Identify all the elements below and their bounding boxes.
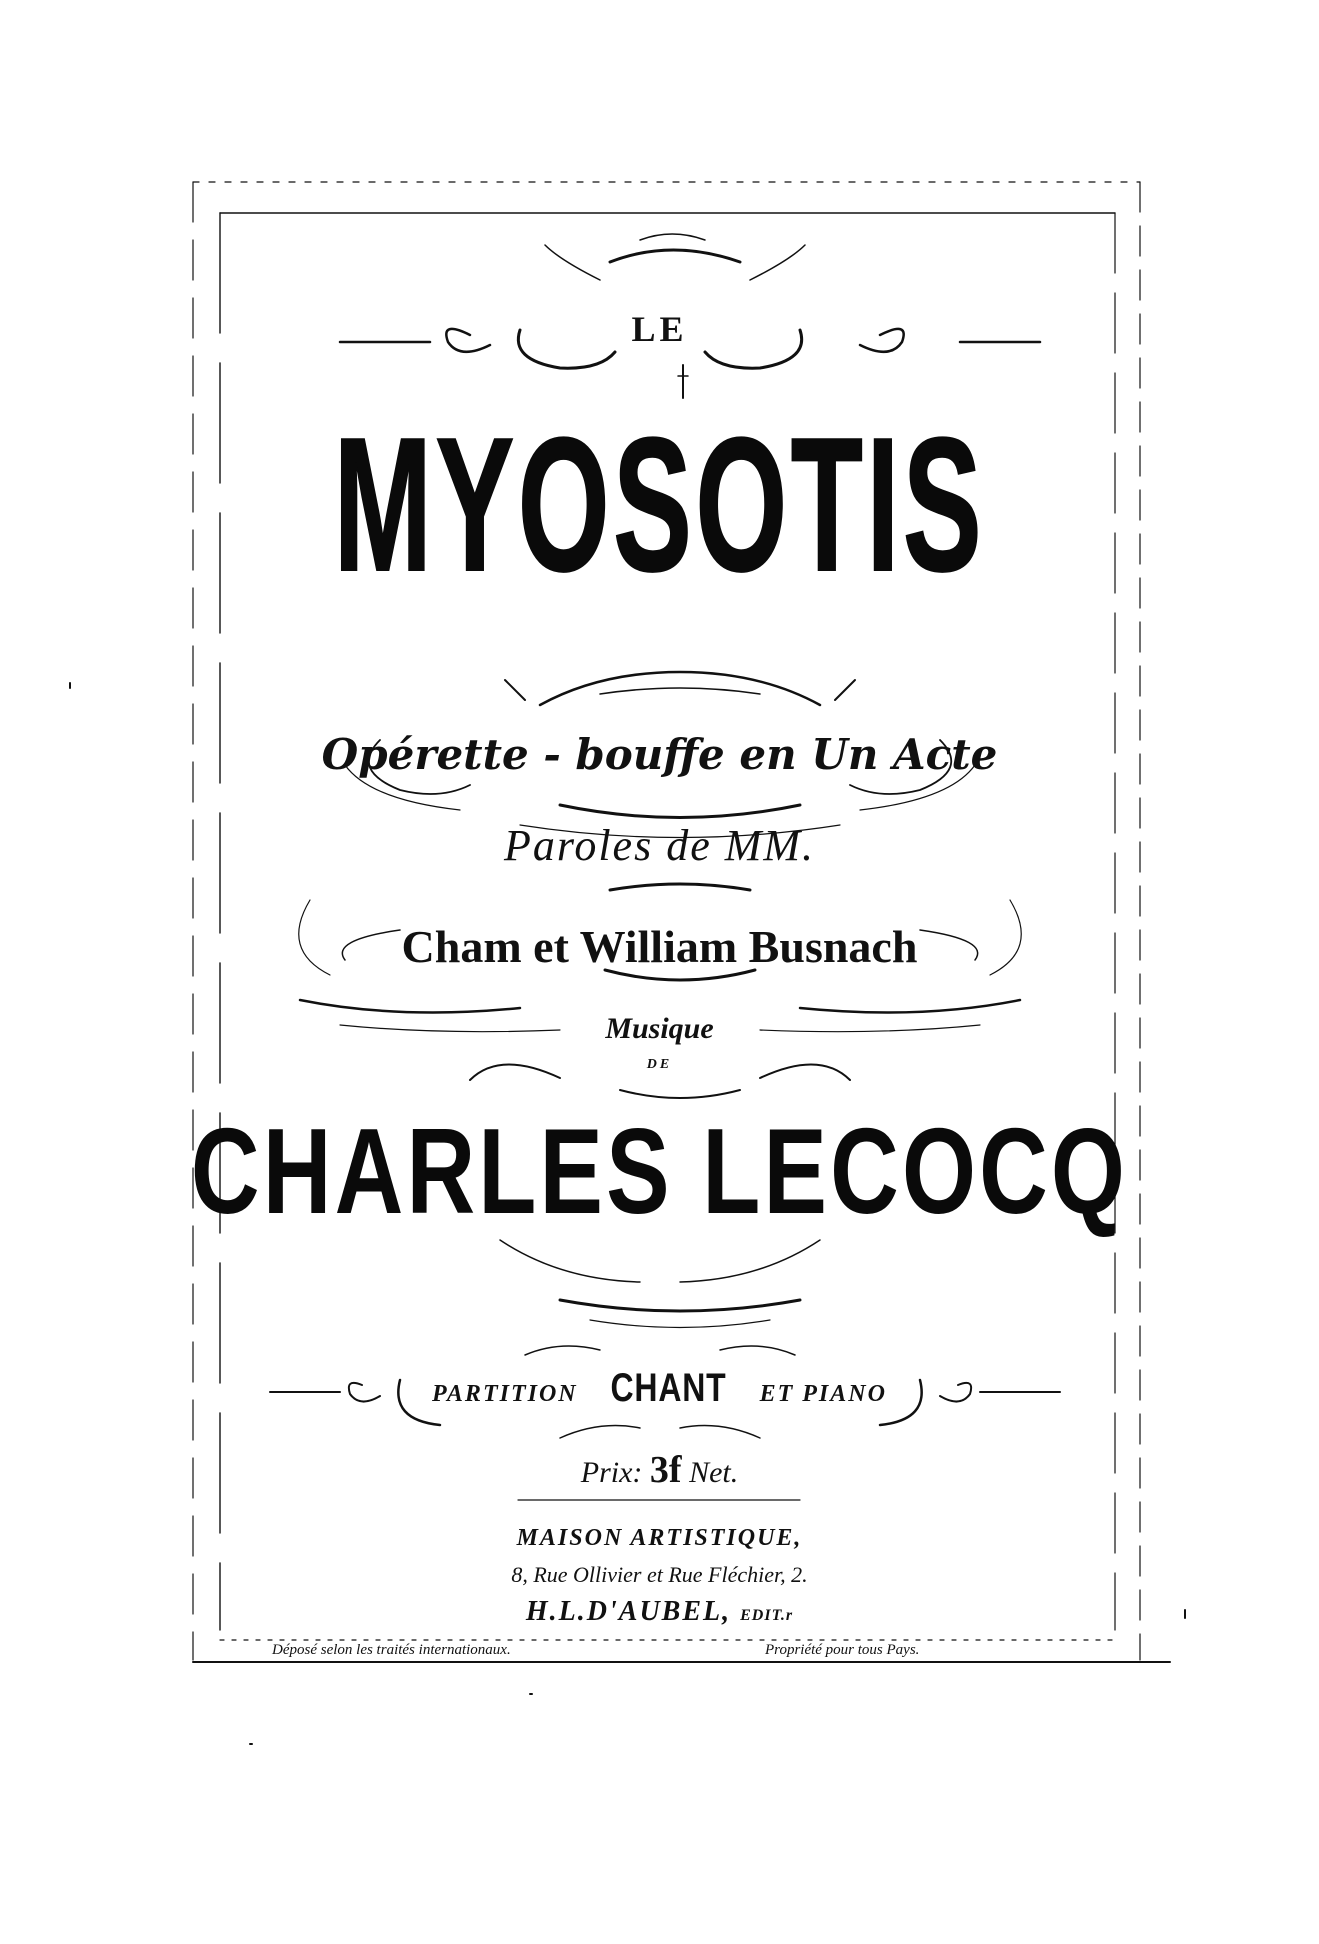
edition-line [0, 1366, 1319, 1411]
publisher-editor-line [0, 1596, 1319, 1628]
work-subtitle: Opérette - bouffe en Un Acte [321, 730, 998, 779]
publisher-editor: H.L.D'AUBEL, [525, 1596, 732, 1627]
price-suffix: Net. [689, 1456, 739, 1489]
publisher-editor-suffix: EDIT.r [740, 1607, 794, 1624]
top-flourish [545, 234, 805, 280]
publisher-house: MAISON ARTISTIQUE, [516, 1525, 803, 1551]
composer-name: CHARLES LECOCQ [190, 1103, 1129, 1239]
partition-label: PARTITION [432, 1381, 578, 1407]
librettists: Cham et William Busnach [401, 921, 918, 972]
property-notice: Propriété pour tous Pays. [765, 1642, 920, 1658]
deposit-notice: Déposé selon les traités internationaux. [272, 1642, 511, 1658]
paroles-label: Paroles de MM. [503, 821, 816, 870]
price-line [0, 1448, 1319, 1492]
musique-label: Musique [605, 1012, 714, 1045]
work-title: MYOSOTIS [333, 399, 986, 611]
composer-flourish [500, 1240, 820, 1328]
piano-label: ET PIANO [759, 1381, 887, 1407]
price-value: 3f [649, 1449, 682, 1491]
chant-label: CHANT [610, 1366, 727, 1410]
price-label: Prix: [580, 1456, 643, 1489]
publisher-address: 8, Rue Ollivier et Rue Fléchier, 2. [511, 1562, 808, 1587]
de-label: DE [646, 1057, 673, 1072]
title-article: LE [631, 309, 688, 349]
